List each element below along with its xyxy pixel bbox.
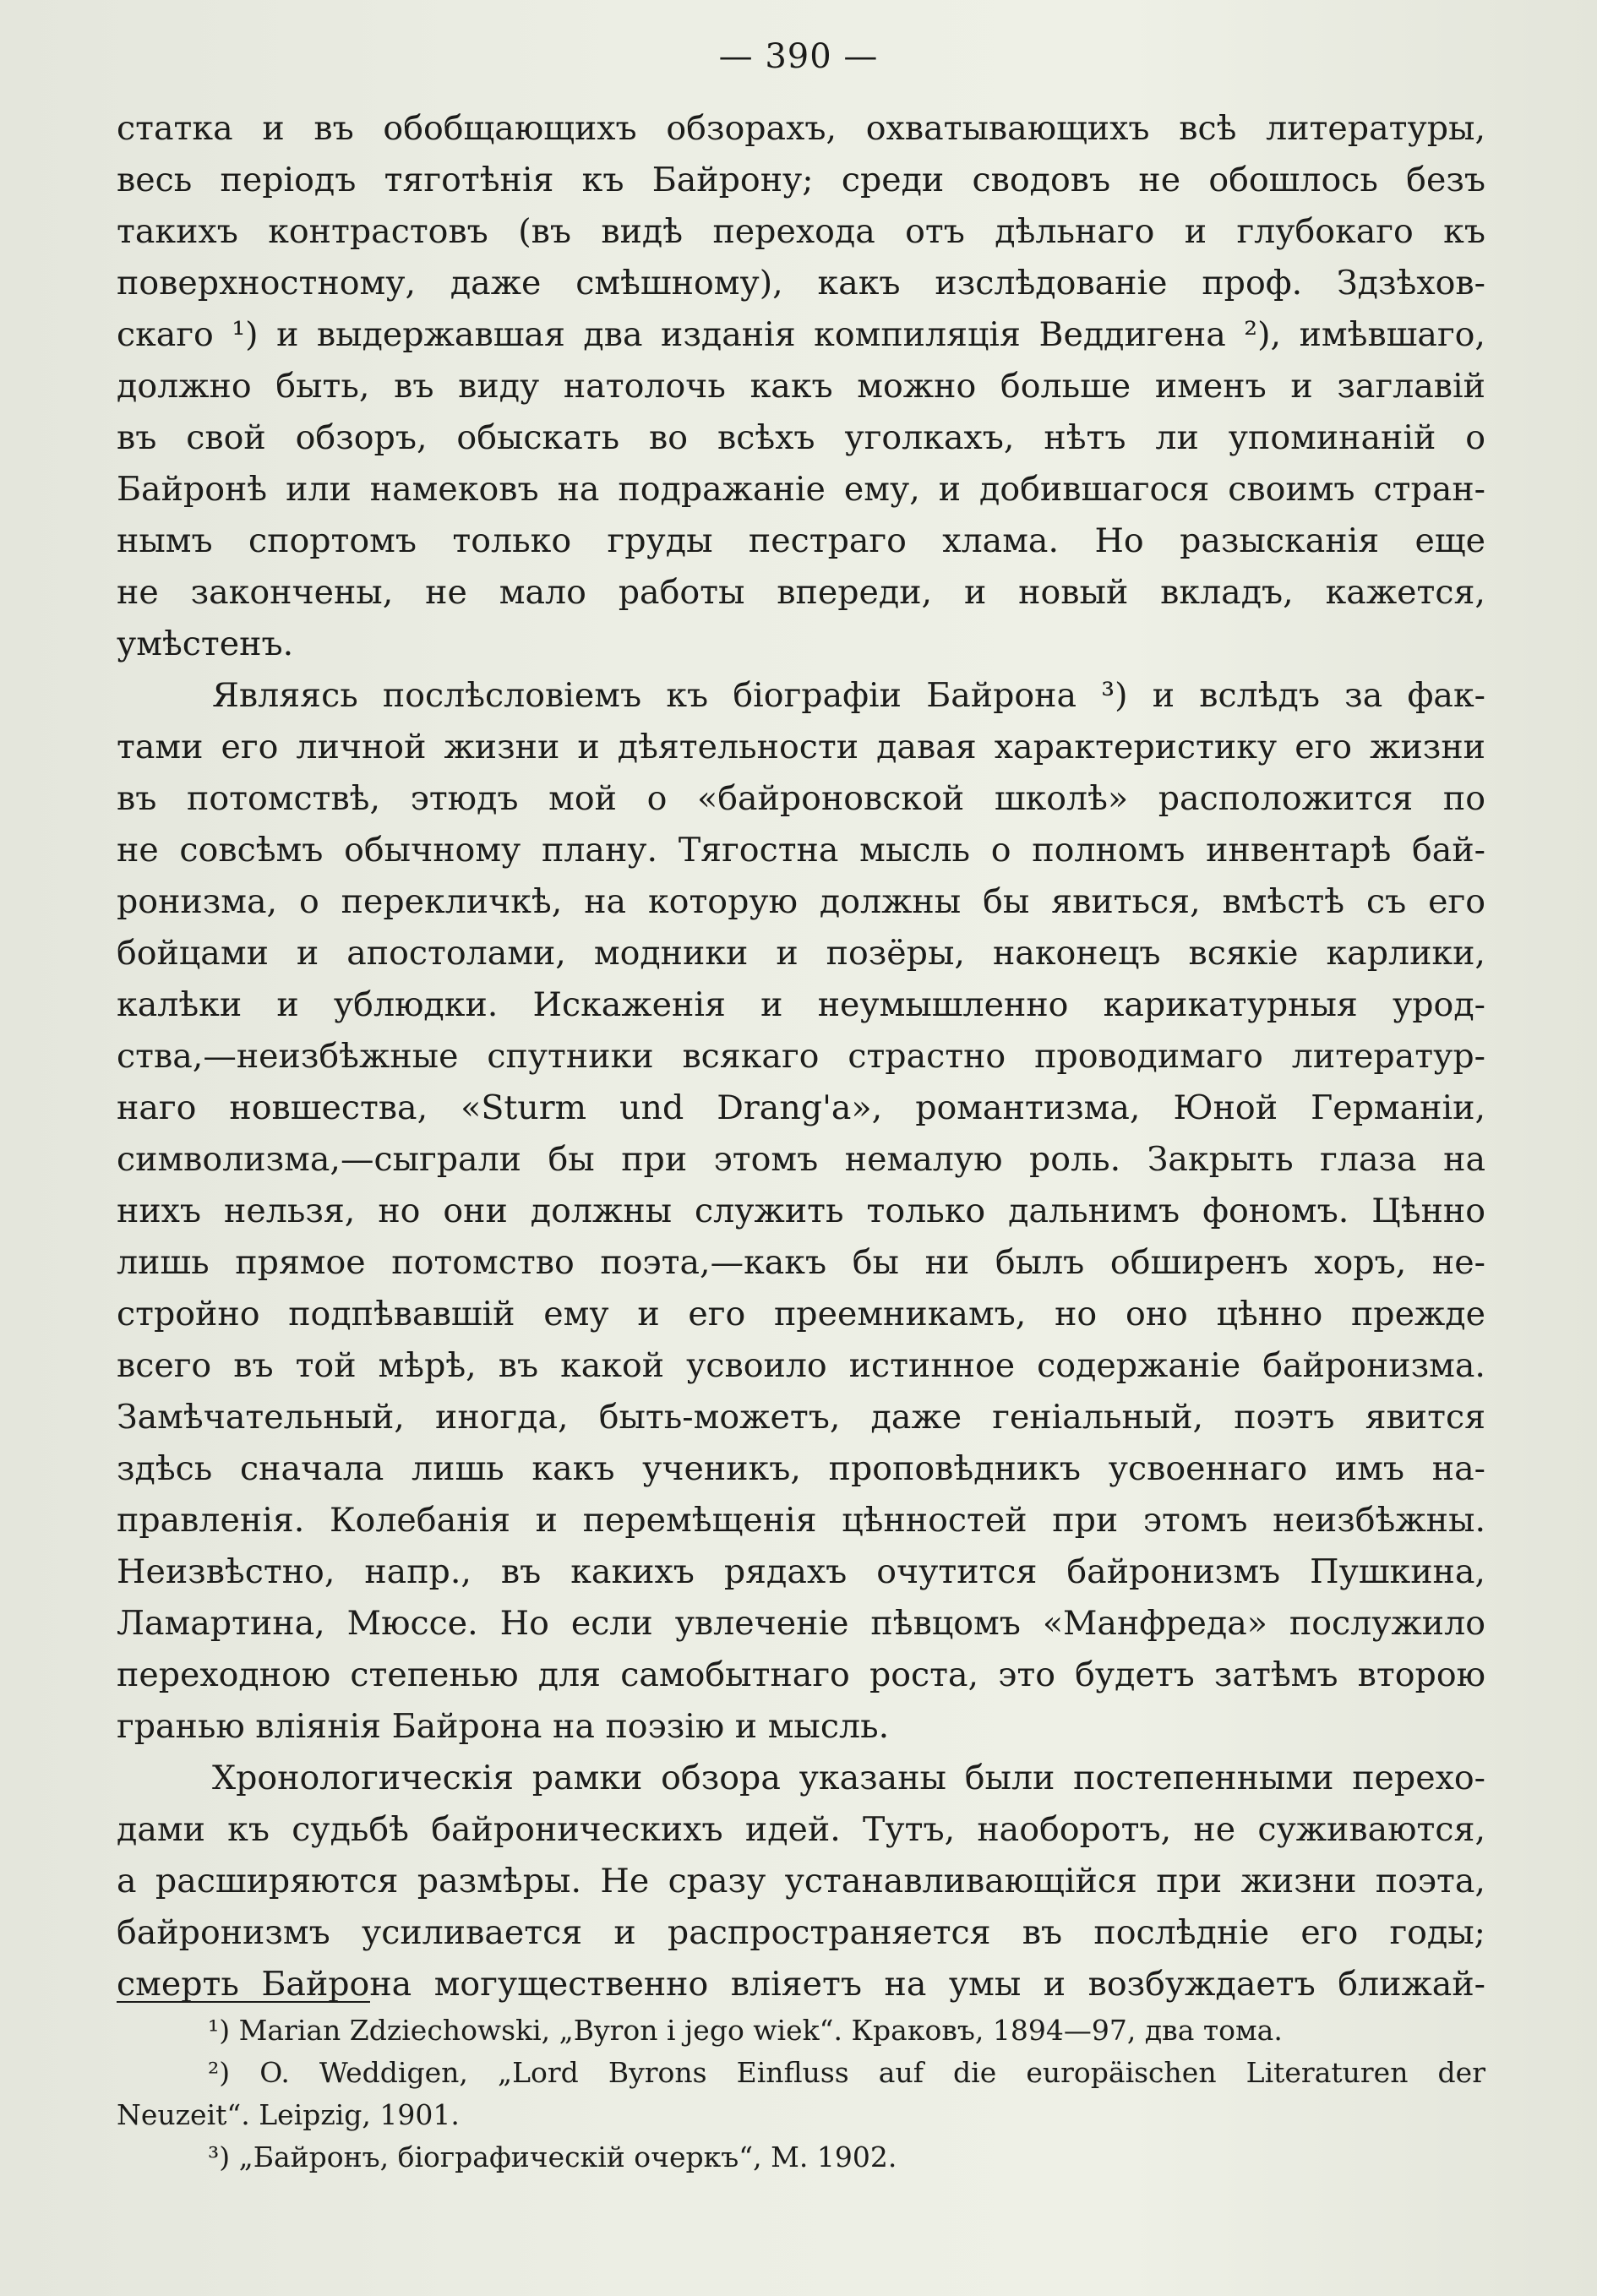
text-line: должно быть, въ виду натолочь какъ можно больше именъ и заглавій	[117, 367, 1485, 406]
text-line: а расширяются размѣры. Не сразу устанавливающійся при жизни поэта,	[117, 1862, 1485, 1901]
text-line: не совсѣмъ обычному плану. Тягостна мысль о полномъ инвентарѣ бай-	[117, 831, 1485, 870]
paragraph-1	[117, 103, 1485, 670]
text-line: здѣсь сначала лишь какъ ученикъ, проповѣдникъ усвоеннаго имъ на-	[117, 1449, 1485, 1488]
paragraph-3	[117, 1753, 1485, 2010]
text-line: калѣки и ублюдки. Искаженія и неумышленно карикатурныя урод-	[117, 985, 1485, 1024]
footnotes	[117, 2010, 1485, 2179]
text-line: наго новшества, «Sturm und Drang'a», романтизма, Юной Германіи,	[117, 1088, 1485, 1127]
footnote-3: ³) „Байронъ, біографическій очеркъ“, М. 1902.	[208, 2141, 897, 2173]
text-line: правленія. Колебанія и перемѣщенія цѣнностей при этомъ неизбѣжны.	[117, 1501, 1485, 1540]
footnote-1: ¹) Marian Zdziechowski, „Byron i jego wiek“. Краковъ, 1894—97, два тома.	[208, 2014, 1283, 2047]
footnote-2: ²) O. Weddigen, „Lord Byrons Einfluss auf die europäischen Literaturen der	[208, 2056, 1485, 2089]
text-line: ства,—неизбѣжные спутники всякаго страстно проводимаго литератур-	[117, 1037, 1485, 1076]
footnote-separator	[117, 2001, 370, 2003]
text-line: бойцами и апостолами, модники и позёры, наконецъ всякіе карлики,	[117, 934, 1485, 973]
text-line: гранью вліянія Байрона на поэзію и мысль.	[117, 1707, 890, 1746]
text-line: смерть Байрона могущественно вліяетъ на умы и возбуждаетъ ближай-	[117, 1965, 1485, 2004]
text-line: стройно подпѣвавшій ему и его преемникамъ, но оно цѣнно прежде	[117, 1295, 1485, 1333]
text-line: въ потомствѣ, этюдъ мой о «байроновской школѣ» расположится по	[117, 779, 1485, 818]
text-line: весь періодъ тяготѣнія къ Байрону; среди сводовъ не обошлось безъ	[117, 161, 1485, 199]
paragraph-2	[117, 670, 1485, 1753]
text-line: Замѣчательный, иногда, быть-можетъ, даже геніальный, поэтъ явится	[117, 1398, 1485, 1437]
page-number: — 390 —	[718, 37, 879, 76]
text-line: дами къ судьбѣ байроническихъ идей. Тутъ, наоборотъ, не суживаются,	[117, 1810, 1485, 1849]
text-line: байронизмъ усиливается и распространяется въ послѣдніе его годы;	[117, 1913, 1485, 1952]
text-line: статка и въ обобщающихъ обзорахъ, охватывающихъ всѣ литературы,	[117, 109, 1485, 148]
text-line: всего въ той мѣрѣ, въ какой усвоило истинное содержаніе байронизма.	[117, 1346, 1485, 1385]
text-line: лишь прямое потомство поэта,—какъ бы ни былъ обширенъ хоръ, не-	[117, 1243, 1485, 1282]
text-line: Байронѣ или намековъ на подражаніе ему, и добившагося своимъ стран-	[117, 470, 1485, 509]
text-line: скаго ¹) и выдержавшая два изданія компиляція Веддигена ²), имѣвшаго,	[117, 315, 1485, 354]
body-text	[117, 103, 1485, 2010]
text-line: переходною степенью для самобытнаго роста, это будетъ затѣмъ второю	[117, 1655, 1485, 1694]
text-line: такихъ контрастовъ (въ видѣ перехода отъ дѣльнаго и глубокаго къ	[117, 212, 1485, 251]
text-line: Являясь послѣсловіемъ къ біографіи Байрона ³) и вслѣдъ за фак-	[212, 676, 1485, 715]
text-line: поверхностному, даже смѣшному), какъ изслѣдованіе проф. Здзѣхов-	[117, 264, 1485, 303]
footnote-2-continuation: Neuzeit“. Leipzig, 1901.	[117, 2098, 460, 2131]
text-line: Хронологическія рамки обзора указаны были постепенными перехо-	[212, 1759, 1485, 1797]
text-line: нихъ нельзя, но они должны служить только дальнимъ фономъ. Цѣнно	[117, 1192, 1485, 1230]
text-line: нымъ спортомъ только груды пестраго хлама. Но разысканія еще	[117, 521, 1485, 560]
text-line: тами его личной жизни и дѣятельности давая характеристику его жизни	[117, 728, 1485, 766]
text-line: умѣстенъ.	[117, 624, 294, 663]
text-line: Неизвѣстно, напр., въ какихъ рядахъ очутится байронизмъ Пушкина,	[117, 1552, 1485, 1591]
text-line: символизма,—сыграли бы при этомъ немалую роль. Закрыть глаза на	[117, 1140, 1485, 1179]
text-line: не закончены, не мало работы впереди, и новый вкладъ, кажется,	[117, 573, 1485, 612]
text-line: въ свой обзоръ, обыскать во всѣхъ уголкахъ, нѣтъ ли упоминаній о	[117, 418, 1485, 457]
text-line: Ламартина, Мюссе. Но если увлеченіе пѣвцомъ «Манфреда» послужило	[117, 1604, 1485, 1643]
text-line: ронизма, о перекличкѣ, на которую должны бы явиться, вмѣстѣ съ его	[117, 882, 1485, 921]
